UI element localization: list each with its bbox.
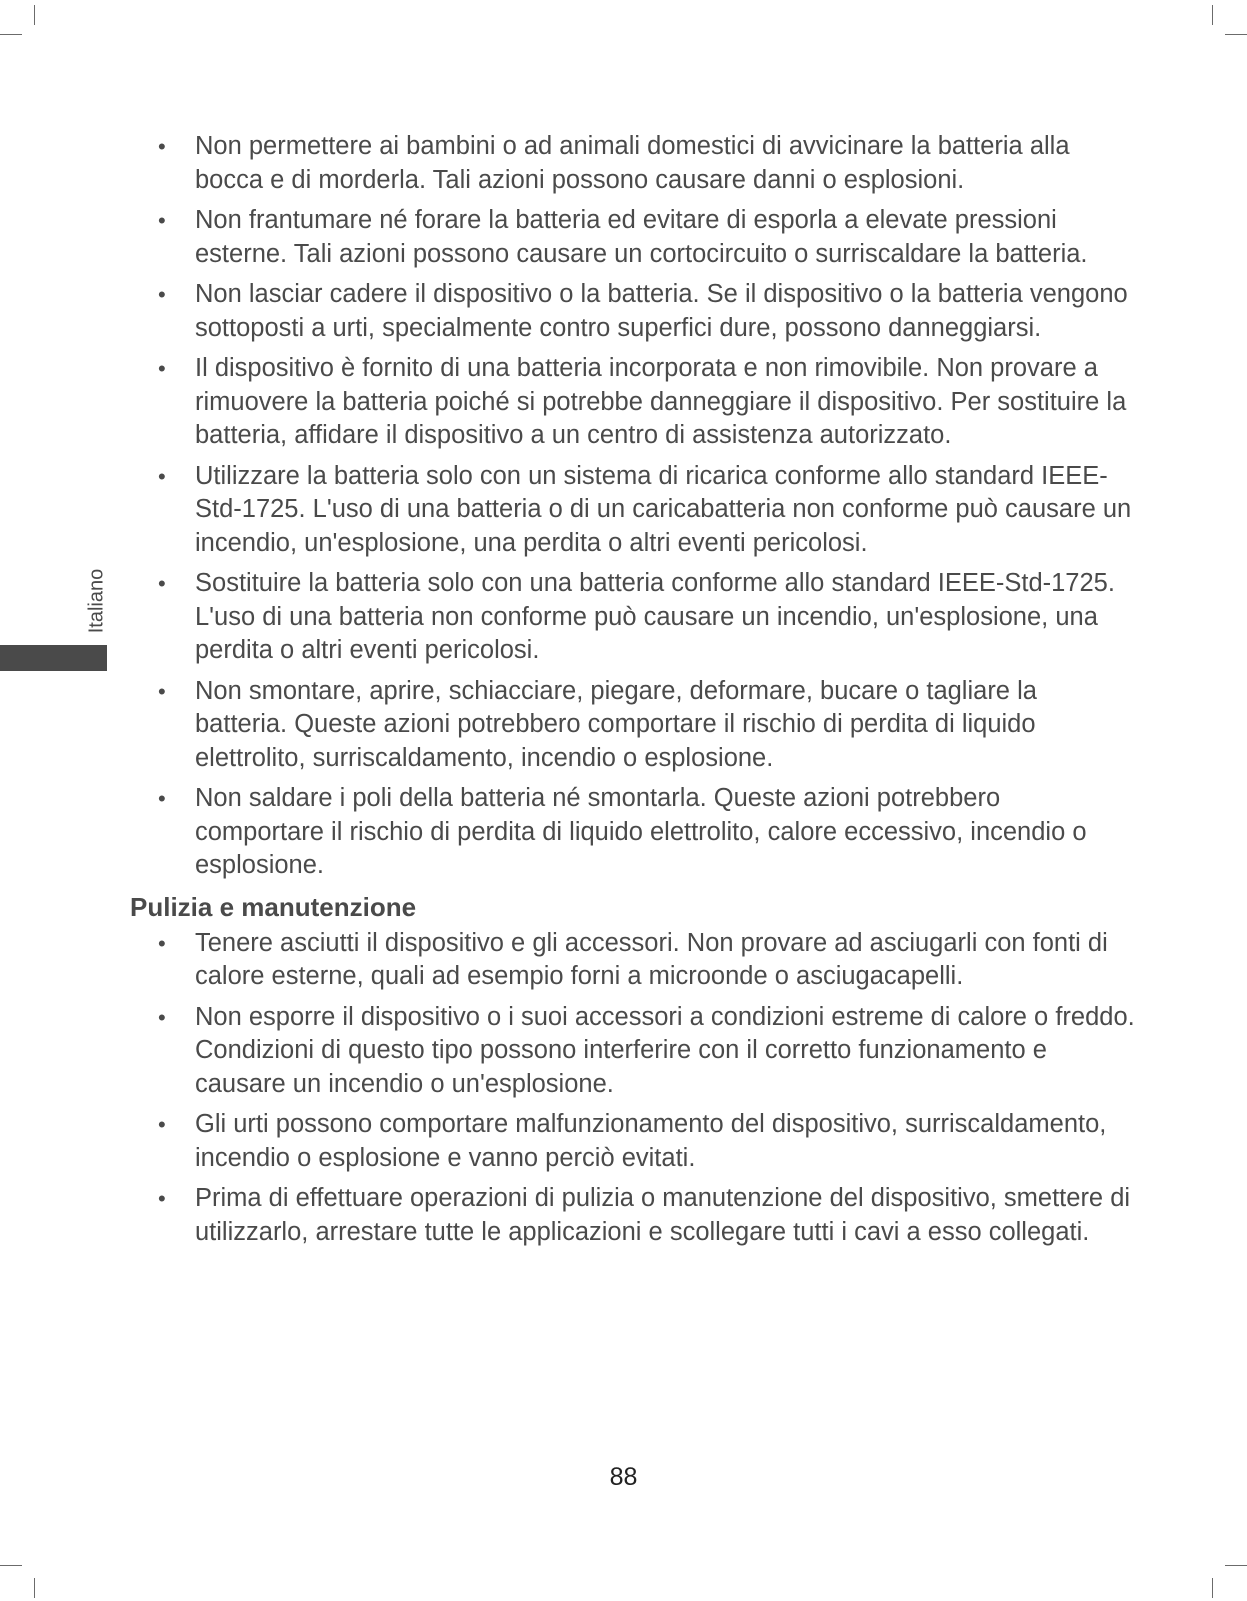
language-side-label xyxy=(82,562,112,640)
bullet-icon: • xyxy=(158,356,166,381)
crop-mark xyxy=(34,5,35,25)
bullet-icon: • xyxy=(158,786,166,811)
bullet-icon: • xyxy=(158,1112,166,1137)
bullet-icon: • xyxy=(158,678,166,704)
list-item: • Utilizzare la batteria solo con un sistema di ricarica conforme allo standard IEEE-Std-1725. L'uso di una batteria o di un caricabatteria non conforme può causare un incendio, un'esplosione, una perdita o altri eventi pericolosi. xyxy=(158,461,1132,557)
crop-mark xyxy=(1225,34,1247,35)
list-item: • Non lasciar cadere il dispositivo o la batteria. Se il dispositivo o la batteria vengono sottoposti a urti, specialmente contro superfici dure, possono danneggiarsi. xyxy=(158,280,1128,342)
bullet-icon: • xyxy=(158,571,166,596)
bullet-icon: • xyxy=(158,1186,166,1211)
bullet-icon: • xyxy=(158,930,166,956)
bullet-icon: • xyxy=(158,1004,166,1030)
crop-mark xyxy=(0,34,22,35)
crop-mark xyxy=(1225,1565,1247,1566)
list-item: • Prima di effettuare operazioni di pulizia o manutenzione del dispositivo, smettere di utilizzarlo, arrestare tutte le applicazioni e scollegare tutti i cavi a esso collegati. xyxy=(158,1184,1131,1246)
section-heading: Pulizia e manutenzione xyxy=(130,891,417,922)
bullet-icon: • xyxy=(158,134,166,159)
list-item: • Non permettere ai bambini o ad animali domestici di avvicinare la batteria alla bocca e di morderla. Tali azioni possono causare danni o esplosioni. xyxy=(158,132,1070,194)
battery-safety-list xyxy=(130,130,1135,883)
crop-mark xyxy=(0,1565,22,1566)
list-item: • Il dispositivo è fornito di una batteria incorporata e non rimovibile. Non provare a rimuovere la batteria poiché si potrebbe danneggiare il dispositivo. Per sostituire la batteria, affidare il dispositivo a un centro di assistenza autorizzato. xyxy=(158,354,1127,449)
bullet-icon: • xyxy=(158,463,166,489)
language-label-text: Italiano xyxy=(85,568,108,634)
list-item: • Non frantumare né forare la batteria ed evitare di esporla a elevate pressioni esterne. Tali azioni possono causare un cortocircuito o surriscaldare la batteria. xyxy=(158,206,1088,268)
page-number: 88 xyxy=(609,1463,638,1491)
crop-mark xyxy=(1212,5,1213,25)
crop-mark xyxy=(34,1578,35,1598)
list-item: • Sostituire la batteria solo con una batteria conforme allo standard IEEE-Std-1725. L'uso di una batteria non conforme può causare un incendio, un'esplosione, una perdita o altri eventi pericolosi. xyxy=(158,569,1115,664)
page-content xyxy=(130,130,1135,1256)
list-item: • Non esporre il dispositivo o i suoi accessori a condizioni estreme di calore o freddo. Condizioni di questo tipo possono interferire con il corretto funzionamento e causare un incendio o un'esplosione. xyxy=(158,1002,1135,1098)
list-item: • Tenere asciutti il dispositivo e gli accessori. Non provare ad asciugarli con fonti di calore esterne, quali ad esempio forni a microonde o asciugacapelli. xyxy=(158,928,1108,990)
list-item: • Non smontare, aprire, schiacciare, piegare, deformare, bucare o tagliare la batteria. Queste azioni potrebbero comportare il rischio di perdita di liquido elettrolito, surriscaldamento, incendio o esplosione. xyxy=(158,676,1037,772)
bullet-icon: • xyxy=(158,208,166,233)
language-side-tab xyxy=(0,645,107,671)
cleaning-maintenance-list xyxy=(130,927,1135,1250)
bullet-icon: • xyxy=(158,282,166,307)
crop-mark xyxy=(1212,1578,1213,1598)
list-item: • Non saldare i poli della batteria né smontarla. Queste azioni potrebbero comportare il rischio di perdita di liquido elettrolito, calore eccessivo, incendio o esplosione. xyxy=(158,784,1087,879)
list-item: • Gli urti possono comportare malfunzionamento del dispositivo, surriscaldamento, incendio o esplosione e vanno perciò evitati. xyxy=(158,1110,1107,1172)
